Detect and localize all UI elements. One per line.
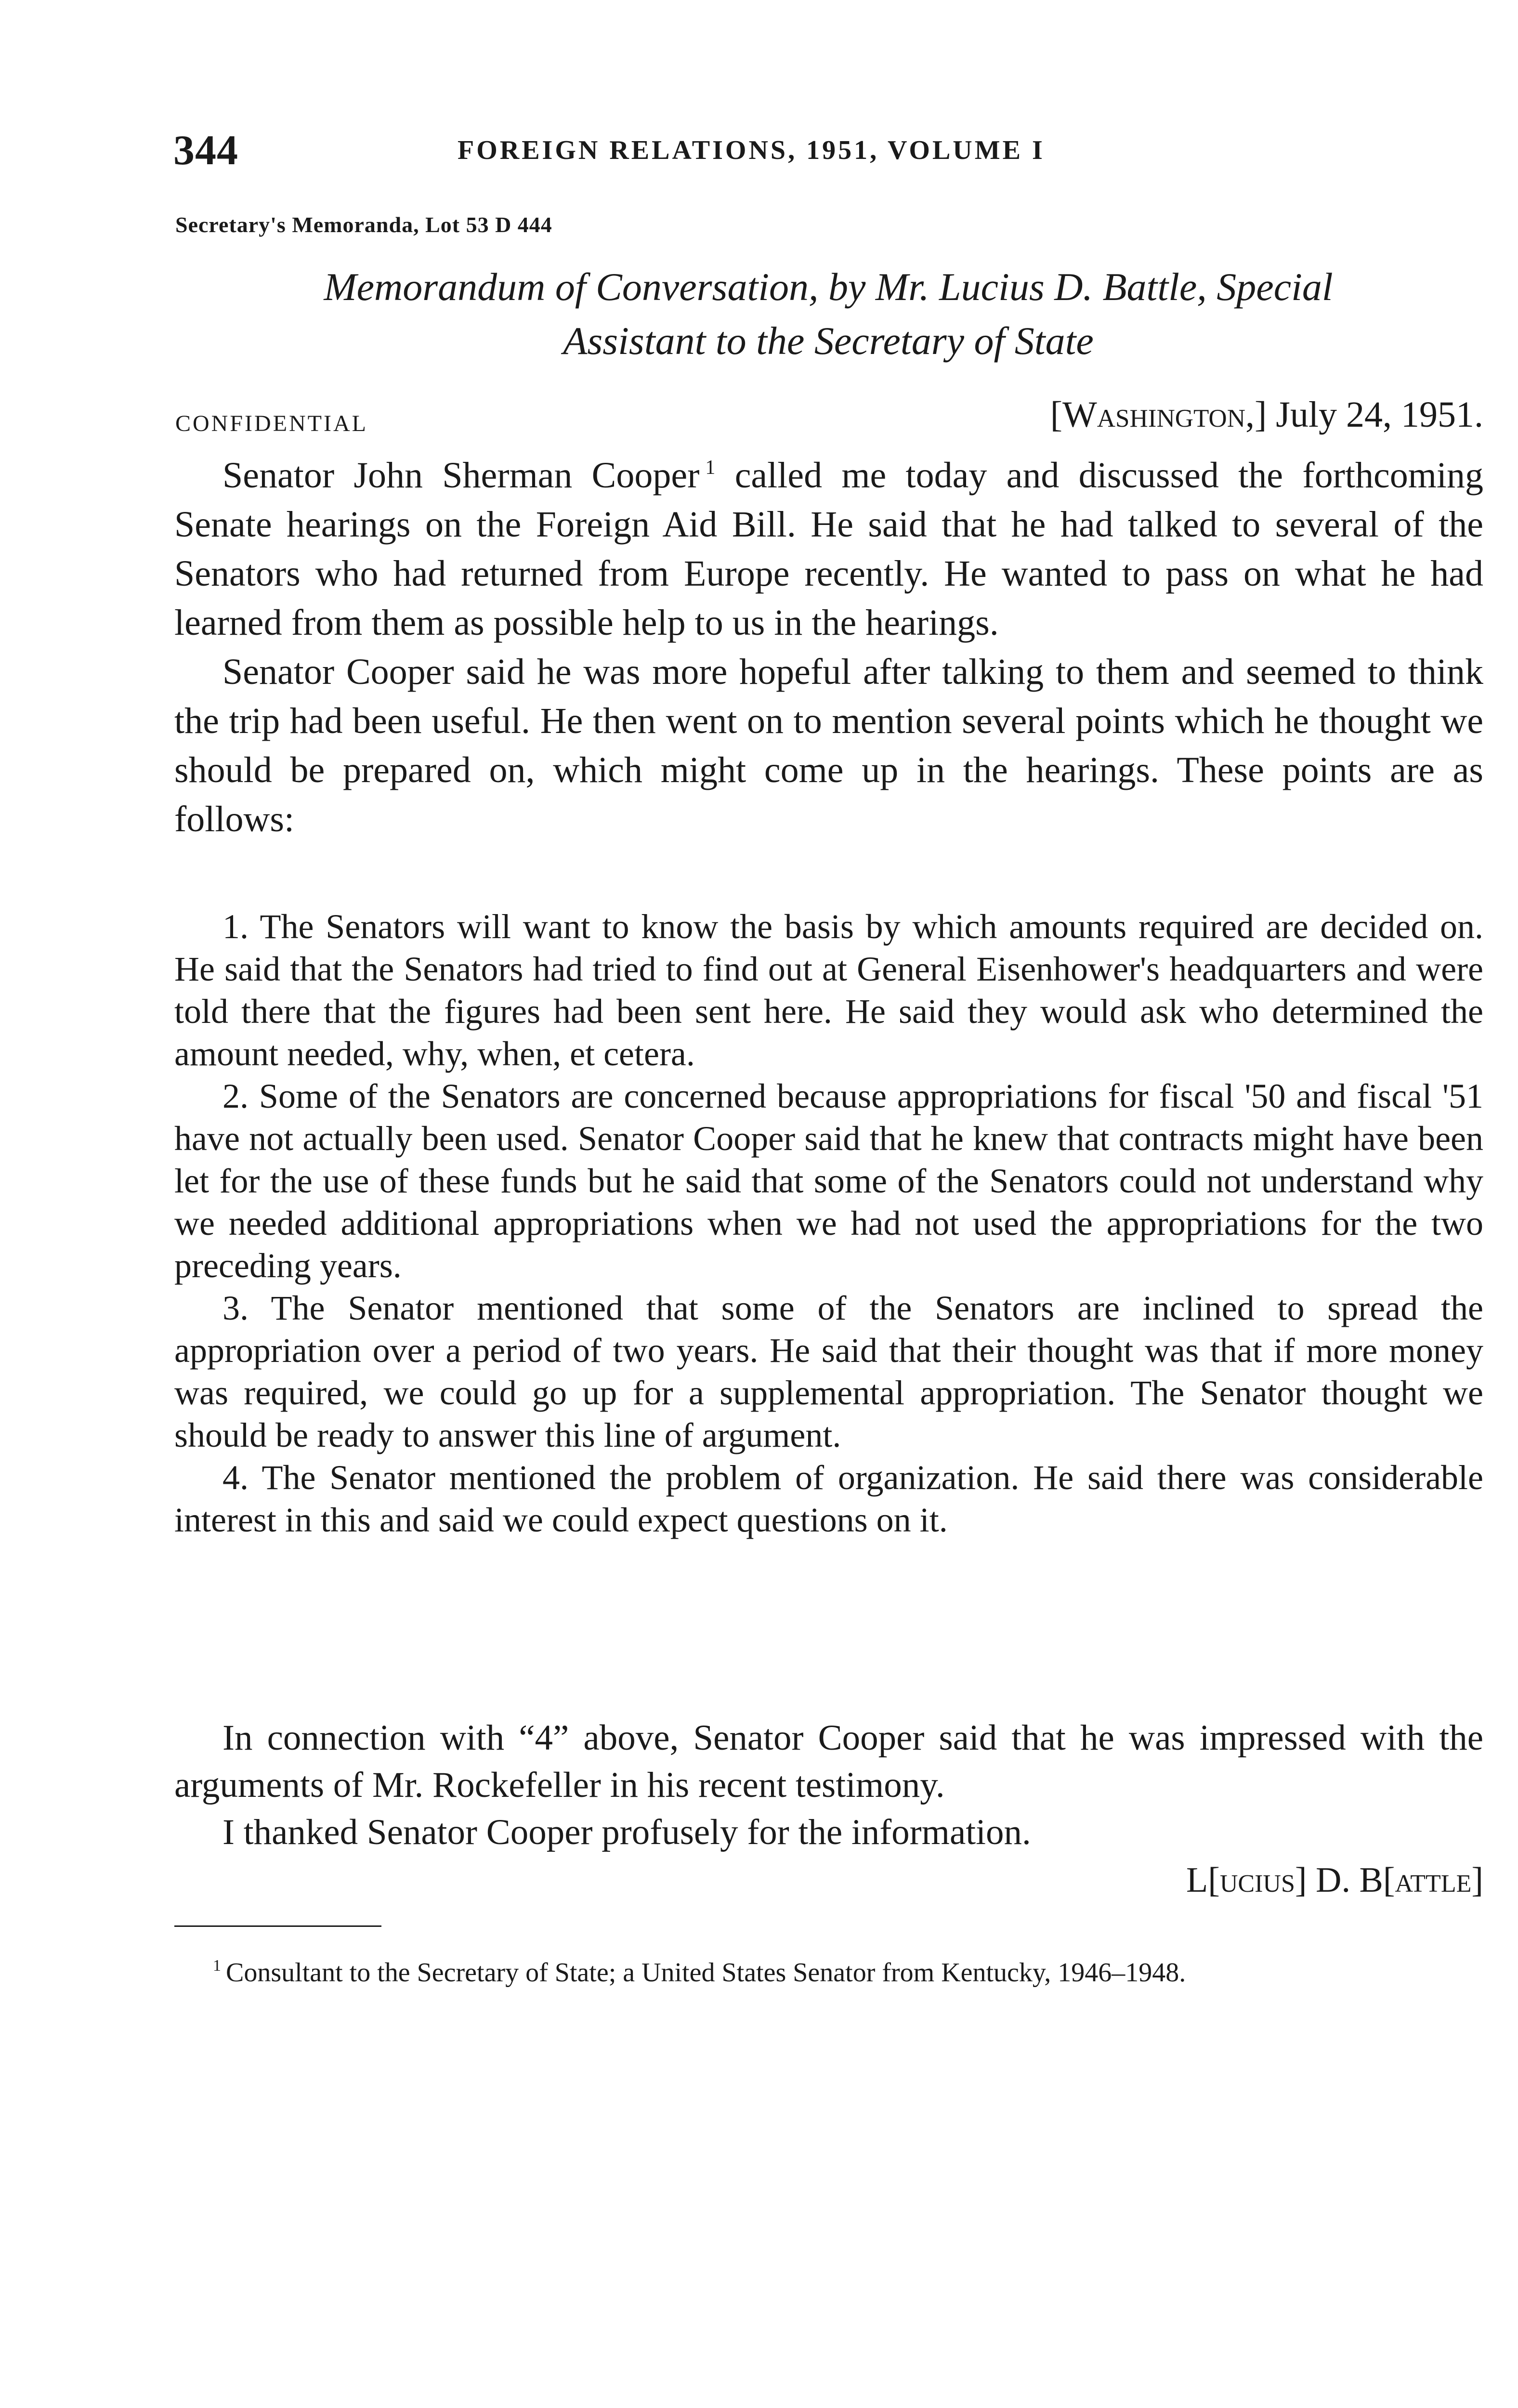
paragraph-3: In connection with “4” above, Senator Cooper said that he was impressed with the arguments of Mr. Rockefeller in his recent testimony. (174, 1718, 1483, 1805)
page-number: 344 (173, 127, 238, 174)
opening-paragraphs (174, 451, 1483, 844)
footnote-marker: 1 (213, 1957, 221, 1975)
footnote (174, 1954, 1483, 1991)
paragraph-2: Senator Cooper said he was more hopeful after talking to them and seemed to think the trip had been useful. He then went on to mention several points which he thought we should be prepared on, which might come up in the hearings. These points are as follows: (174, 652, 1483, 839)
document-title-line-1: Memorandum of Conversation, by Mr. Lucius D. Battle, Special (324, 265, 1333, 309)
paragraph-4: I thanked Senator Cooper profusely for the information. (222, 1812, 1031, 1852)
signature-bracket: ] (1471, 1860, 1483, 1900)
source-line: Secretary's Memoranda, Lot 53 D 444 (175, 212, 552, 237)
dateline-open-bracket: [ (1050, 394, 1063, 435)
signature-middle: D. B (1307, 1860, 1383, 1900)
point-4: 4. The Senator mentioned the problem of organization. He said there was considerable interest in this and said we could expect questions on it. (174, 1458, 1483, 1539)
signature-bracket: [ (1208, 1860, 1220, 1900)
footnote-reference: 1 (705, 457, 716, 479)
footnote-text: Consultant to the Secretary of State; a United States Senator from Kentucky, 1946–1948. (226, 1958, 1186, 1988)
footnote-divider (174, 1925, 381, 1927)
point-2: 2. Some of the Senators are concerned because appropriations for fiscal '50 and fiscal '51 have not actually been used. Senator Cooper said that he knew that contracts might have been let for the use of these funds but he said that some of the Senators could not understand why we needed additional appropriations when we had not used the appropriations for the two preceding years. (174, 1077, 1483, 1285)
paragraph-1-start: Senator John Sherman Cooper (222, 455, 700, 496)
document-title-line-2: Assistant to the Secretary of State (563, 319, 1094, 363)
signature-initial-l: L (1186, 1860, 1208, 1900)
dateline-close-bracket: ,] (1245, 394, 1267, 435)
volume-title: FOREIGN RELATIONS, 1951, VOLUME I (458, 135, 1045, 165)
closing-paragraphs (174, 1714, 1483, 1856)
paragraph-1 (174, 451, 1483, 647)
signature (1186, 1860, 1483, 1901)
running-head (173, 126, 1474, 179)
paragraph-1-rest: called me today and discussed the forthcoming Senate hearings on the Foreign Aid Bill. He said that he had talked to several of the Senators who had returned from Europe recently. He wanted to pass on what he had learned from them as possible help to us in the hearings. (174, 455, 1483, 643)
signature-last-name: attle (1395, 1860, 1472, 1900)
point-3: 3. The Senator mentioned that some of the Senators are inclined to spread the appropriation over a period of two years. He said that their thought was that if more money was required, we could go up for a supplemental appropriation. The Senator thought we should be ready to answer this line of argument. (174, 1289, 1483, 1454)
dateline (1050, 394, 1483, 436)
numbered-points (174, 905, 1483, 1541)
signature-bracket: [ (1383, 1860, 1395, 1900)
dateline-place: Washington (1062, 394, 1245, 435)
point-1: 1. The Senators will want to know the basis by which amounts required are decided on. He said that the Senators had tried to find out at General Eisenhower's headquarters and were told there that the figures had been sent here. He said they would ask who determined the amount needed, why, when, et cetera. (174, 907, 1483, 1073)
signature-bracket: ] (1295, 1860, 1307, 1900)
classification-marking: CONFIDENTIAL (175, 411, 368, 436)
dateline-date: July 24, 1951. (1276, 394, 1483, 435)
signature-first-name: ucius (1219, 1860, 1295, 1900)
document-title (173, 260, 1483, 368)
